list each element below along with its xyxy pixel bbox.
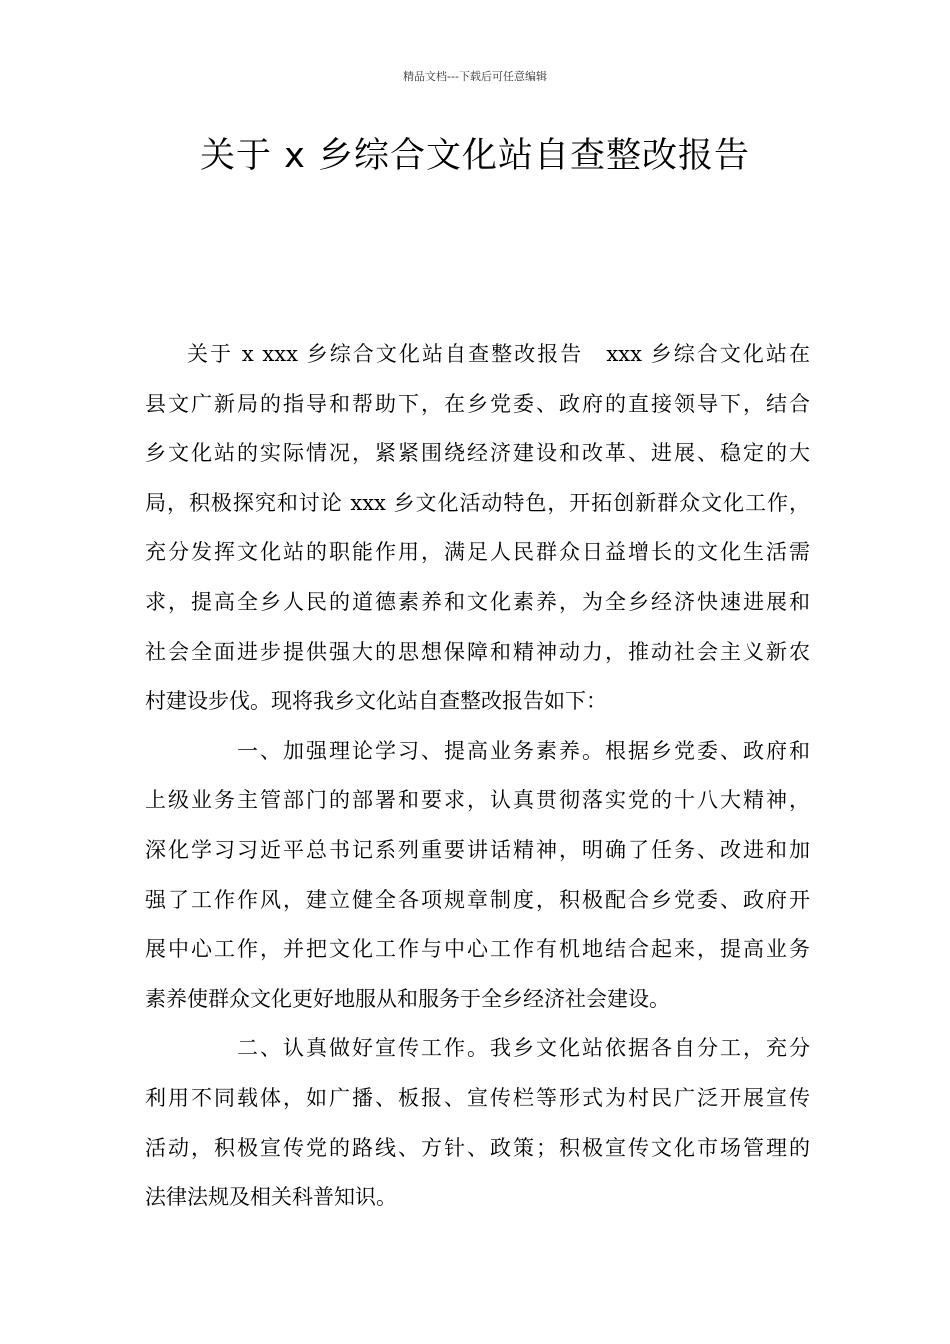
page-header-watermark: 精品文档---下载后可任意编辑 [403, 70, 547, 83]
text-line: 一、加强理论学习、提高业务素养。根据乡党委、政府和 [237, 738, 810, 763]
paragraph-2 [145, 727, 810, 1025]
text-line: 法律法规及相关科普知识。 [145, 1185, 397, 1210]
text-line: 活动，积极宣传党的路线、方针、政策；积极宣传文化市场管理的 [145, 1135, 810, 1160]
document-title: 关于 x 乡综合文化站自查整改报告 [200, 136, 750, 176]
paragraph-1 [145, 330, 810, 727]
text-line: 关于 x xxx 乡综合文化站自查整改报告 xxx 乡综合文化站在 [187, 342, 810, 366]
text-line: 求，提高全乡人民的道德素养和文化素养，为全乡经济快速进展和 [145, 589, 810, 614]
text-line: 乡文化站的实际情况，紧紧围绕经济建设和改革、进展、稳定的大 [145, 441, 810, 466]
text-line: 展中心工作，并把文化工作与中心工作有机地结合起来，提高业务 [145, 937, 810, 962]
text-line: 深化学习习近平总书记系列重要讲话精神，明确了任务、改进和加 [145, 837, 810, 862]
text-line: 上级业务主管部门的部署和要求，认真贯彻落实党的十八大精神， [145, 788, 810, 813]
text-line: 社会全面进步提供强大的思想保障和精神动力，推动社会主义新农 [145, 639, 810, 664]
text-line: 素养使群众文化更好地服从和服务于全乡经济社会建设。 [145, 986, 670, 1011]
text-line: 村建设步伐。现将我乡文化站自查整改报告如下： [145, 689, 607, 714]
text-line: 强了工作作风，建立健全各项规章制度，积极配合乡党委、政府开 [145, 887, 810, 912]
text-line: 局，积极探究和讨论 xxx 乡文化活动特色，开拓创新群众文化工作， [145, 490, 810, 515]
paragraph-3 [145, 1024, 810, 1222]
document-body [145, 330, 810, 1223]
text-line: 县文广新局的指导和帮助下，在乡党委、政府的直接领导下，结合 [145, 391, 810, 416]
text-line: 二、认真做好宣传工作。我乡文化站依据各自分工，充分 [237, 1036, 810, 1061]
text-line: 利用不同载体，如广播、板报、宣传栏等形式为村民广泛开展宣传 [145, 1085, 810, 1110]
text-line: 充分发挥文化站的职能作用，满足人民群众日益增长的文化生活需 [145, 540, 810, 565]
